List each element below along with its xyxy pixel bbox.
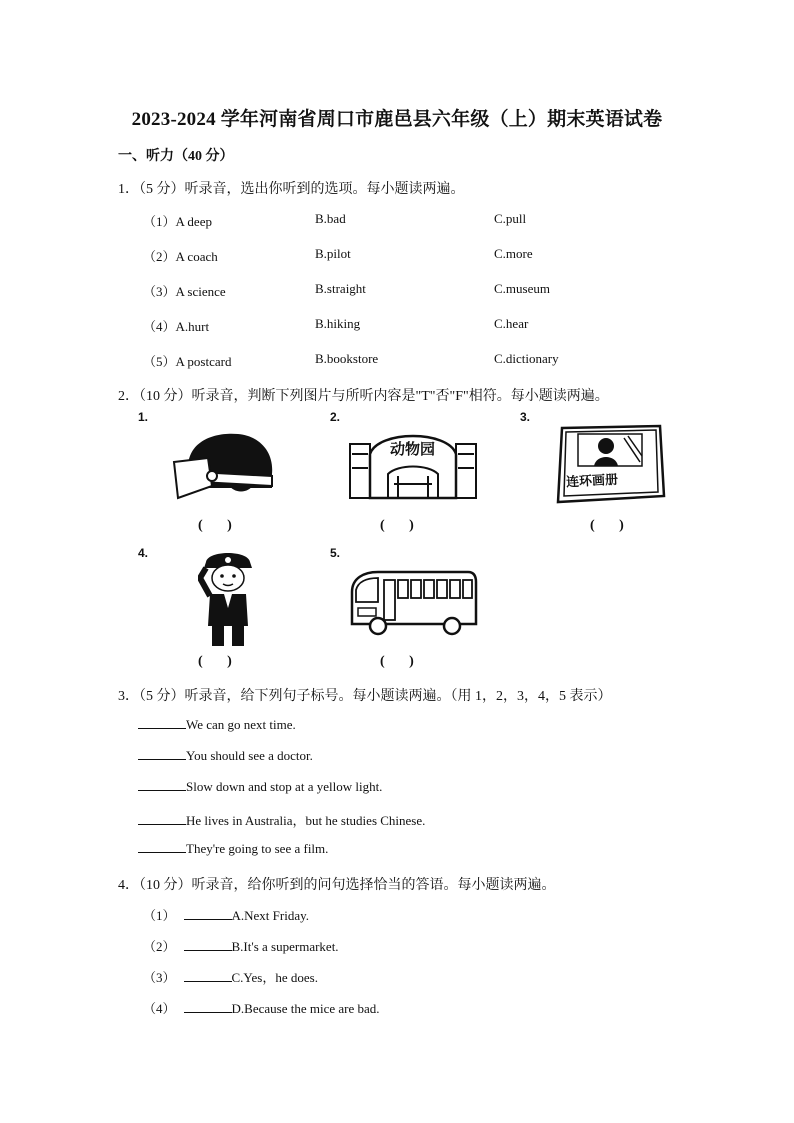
sentence-row bbox=[138, 779, 382, 795]
picture-number: 5. bbox=[330, 546, 341, 560]
option-b: B.hiking bbox=[315, 316, 361, 331]
sentence-row bbox=[138, 810, 425, 829]
answer-row bbox=[143, 998, 380, 1017]
option-b: B.bad bbox=[315, 211, 346, 226]
zoo-sign: 动物园 bbox=[390, 440, 436, 458]
option-c: C.hear bbox=[494, 316, 529, 331]
option-row bbox=[143, 316, 663, 351]
answer-text: D.Because the mice are bad. bbox=[231, 1001, 380, 1016]
option-a: （1）A deep bbox=[143, 214, 212, 229]
answer-blank[interactable] bbox=[184, 939, 232, 951]
option-a: （4）A.hurt bbox=[143, 319, 210, 334]
answer-blank[interactable] bbox=[184, 1001, 232, 1013]
page-title: 2023-2024 学年河南省周口市鹿邑县六年级（上）期末英语试卷 bbox=[131, 109, 663, 130]
sentence-row bbox=[138, 748, 313, 764]
sentence-text: They're going to see a film. bbox=[186, 841, 329, 856]
sentence-row bbox=[138, 841, 328, 857]
option-c: C.more bbox=[494, 246, 533, 261]
sentence-text: You should see a doctor. bbox=[186, 748, 313, 763]
picture-number: 4. bbox=[138, 546, 149, 560]
question-2-pictures bbox=[138, 410, 668, 672]
question-3-text: 3．（5 分）听录音，给下列句子标号。每小题读两遍。（用 1，2，3，4，5 表示） bbox=[118, 689, 612, 704]
option-row bbox=[143, 281, 663, 316]
option-b: B.bookstore bbox=[315, 351, 379, 366]
zoo-gate-icon bbox=[348, 424, 478, 500]
answer-blank[interactable] bbox=[138, 813, 186, 825]
question-1-options bbox=[143, 211, 663, 386]
answer-blank[interactable] bbox=[138, 717, 186, 729]
picture-number: 1. bbox=[138, 410, 149, 424]
answer-parens: ( ) bbox=[380, 518, 414, 533]
sentence-text: Slow down and stop at a yellow light. bbox=[186, 779, 383, 794]
item-number: （4） bbox=[143, 1001, 176, 1016]
question-4-text: 4．（10 分）听录音，给你听到的问句选择恰当的答语。每小题读两遍。 bbox=[118, 878, 556, 893]
answer-text: C.Yes，he does. bbox=[231, 970, 318, 985]
picture-2 bbox=[330, 410, 510, 540]
answer-text: A.Next Friday. bbox=[231, 908, 310, 923]
answer-blank[interactable] bbox=[138, 779, 186, 791]
option-c: C.dictionary bbox=[494, 351, 559, 366]
option-row bbox=[143, 246, 663, 281]
answer-blank[interactable] bbox=[138, 748, 186, 760]
answer-row bbox=[143, 967, 318, 986]
answer-parens: ( ) bbox=[590, 518, 624, 533]
picture-3 bbox=[520, 410, 670, 540]
item-number: （2） bbox=[143, 939, 176, 954]
answer-blank[interactable] bbox=[184, 970, 232, 982]
picture-number: 2. bbox=[330, 410, 341, 424]
answer-blank[interactable] bbox=[138, 841, 186, 853]
option-b: B.straight bbox=[315, 281, 366, 296]
comic-book-icon bbox=[554, 422, 668, 504]
sentence-text: He lives in Australia，but he studies Chinese. bbox=[186, 813, 426, 828]
answer-parens: ( ) bbox=[198, 654, 232, 669]
option-b: B.pilot bbox=[315, 246, 351, 261]
option-row bbox=[143, 351, 663, 386]
option-row bbox=[143, 211, 663, 246]
bus-icon bbox=[348, 568, 478, 638]
answer-parens: ( ) bbox=[380, 654, 414, 669]
answer-row bbox=[143, 905, 309, 924]
picture-4 bbox=[138, 546, 318, 672]
option-a: （5）A postcard bbox=[143, 354, 232, 369]
sentence-row bbox=[138, 717, 296, 733]
comic-sign: 连环画册 bbox=[565, 472, 619, 491]
picture-1 bbox=[138, 410, 318, 540]
answer-text: B.It's a supermarket. bbox=[231, 939, 339, 954]
answer-parens: ( ) bbox=[198, 518, 232, 533]
option-a: （2）A coach bbox=[143, 249, 218, 264]
police-officer-icon bbox=[198, 548, 258, 650]
question-2-text: 2．（10 分）听录音，判断下列图片与所听内容是"T"否"F"相符。每小题读两遍。 bbox=[118, 389, 609, 404]
answer-row bbox=[143, 936, 339, 955]
question-1-text: 1．（5 分）听录音，选出你听到的选项。每小题读两遍。 bbox=[118, 182, 465, 197]
item-number: （1） bbox=[143, 908, 176, 923]
picture-number: 3. bbox=[520, 410, 531, 424]
option-c: C.museum bbox=[494, 281, 550, 296]
option-a: （3）A science bbox=[143, 284, 226, 299]
sentence-text: We can go next time. bbox=[186, 717, 296, 732]
item-number: （3） bbox=[143, 970, 176, 985]
helmet-icon bbox=[168, 428, 278, 500]
option-c: C.pull bbox=[494, 211, 527, 226]
section-heading-listening: 一、听力（40 分） bbox=[118, 149, 234, 164]
picture-5 bbox=[330, 546, 510, 672]
answer-blank[interactable] bbox=[184, 908, 232, 920]
